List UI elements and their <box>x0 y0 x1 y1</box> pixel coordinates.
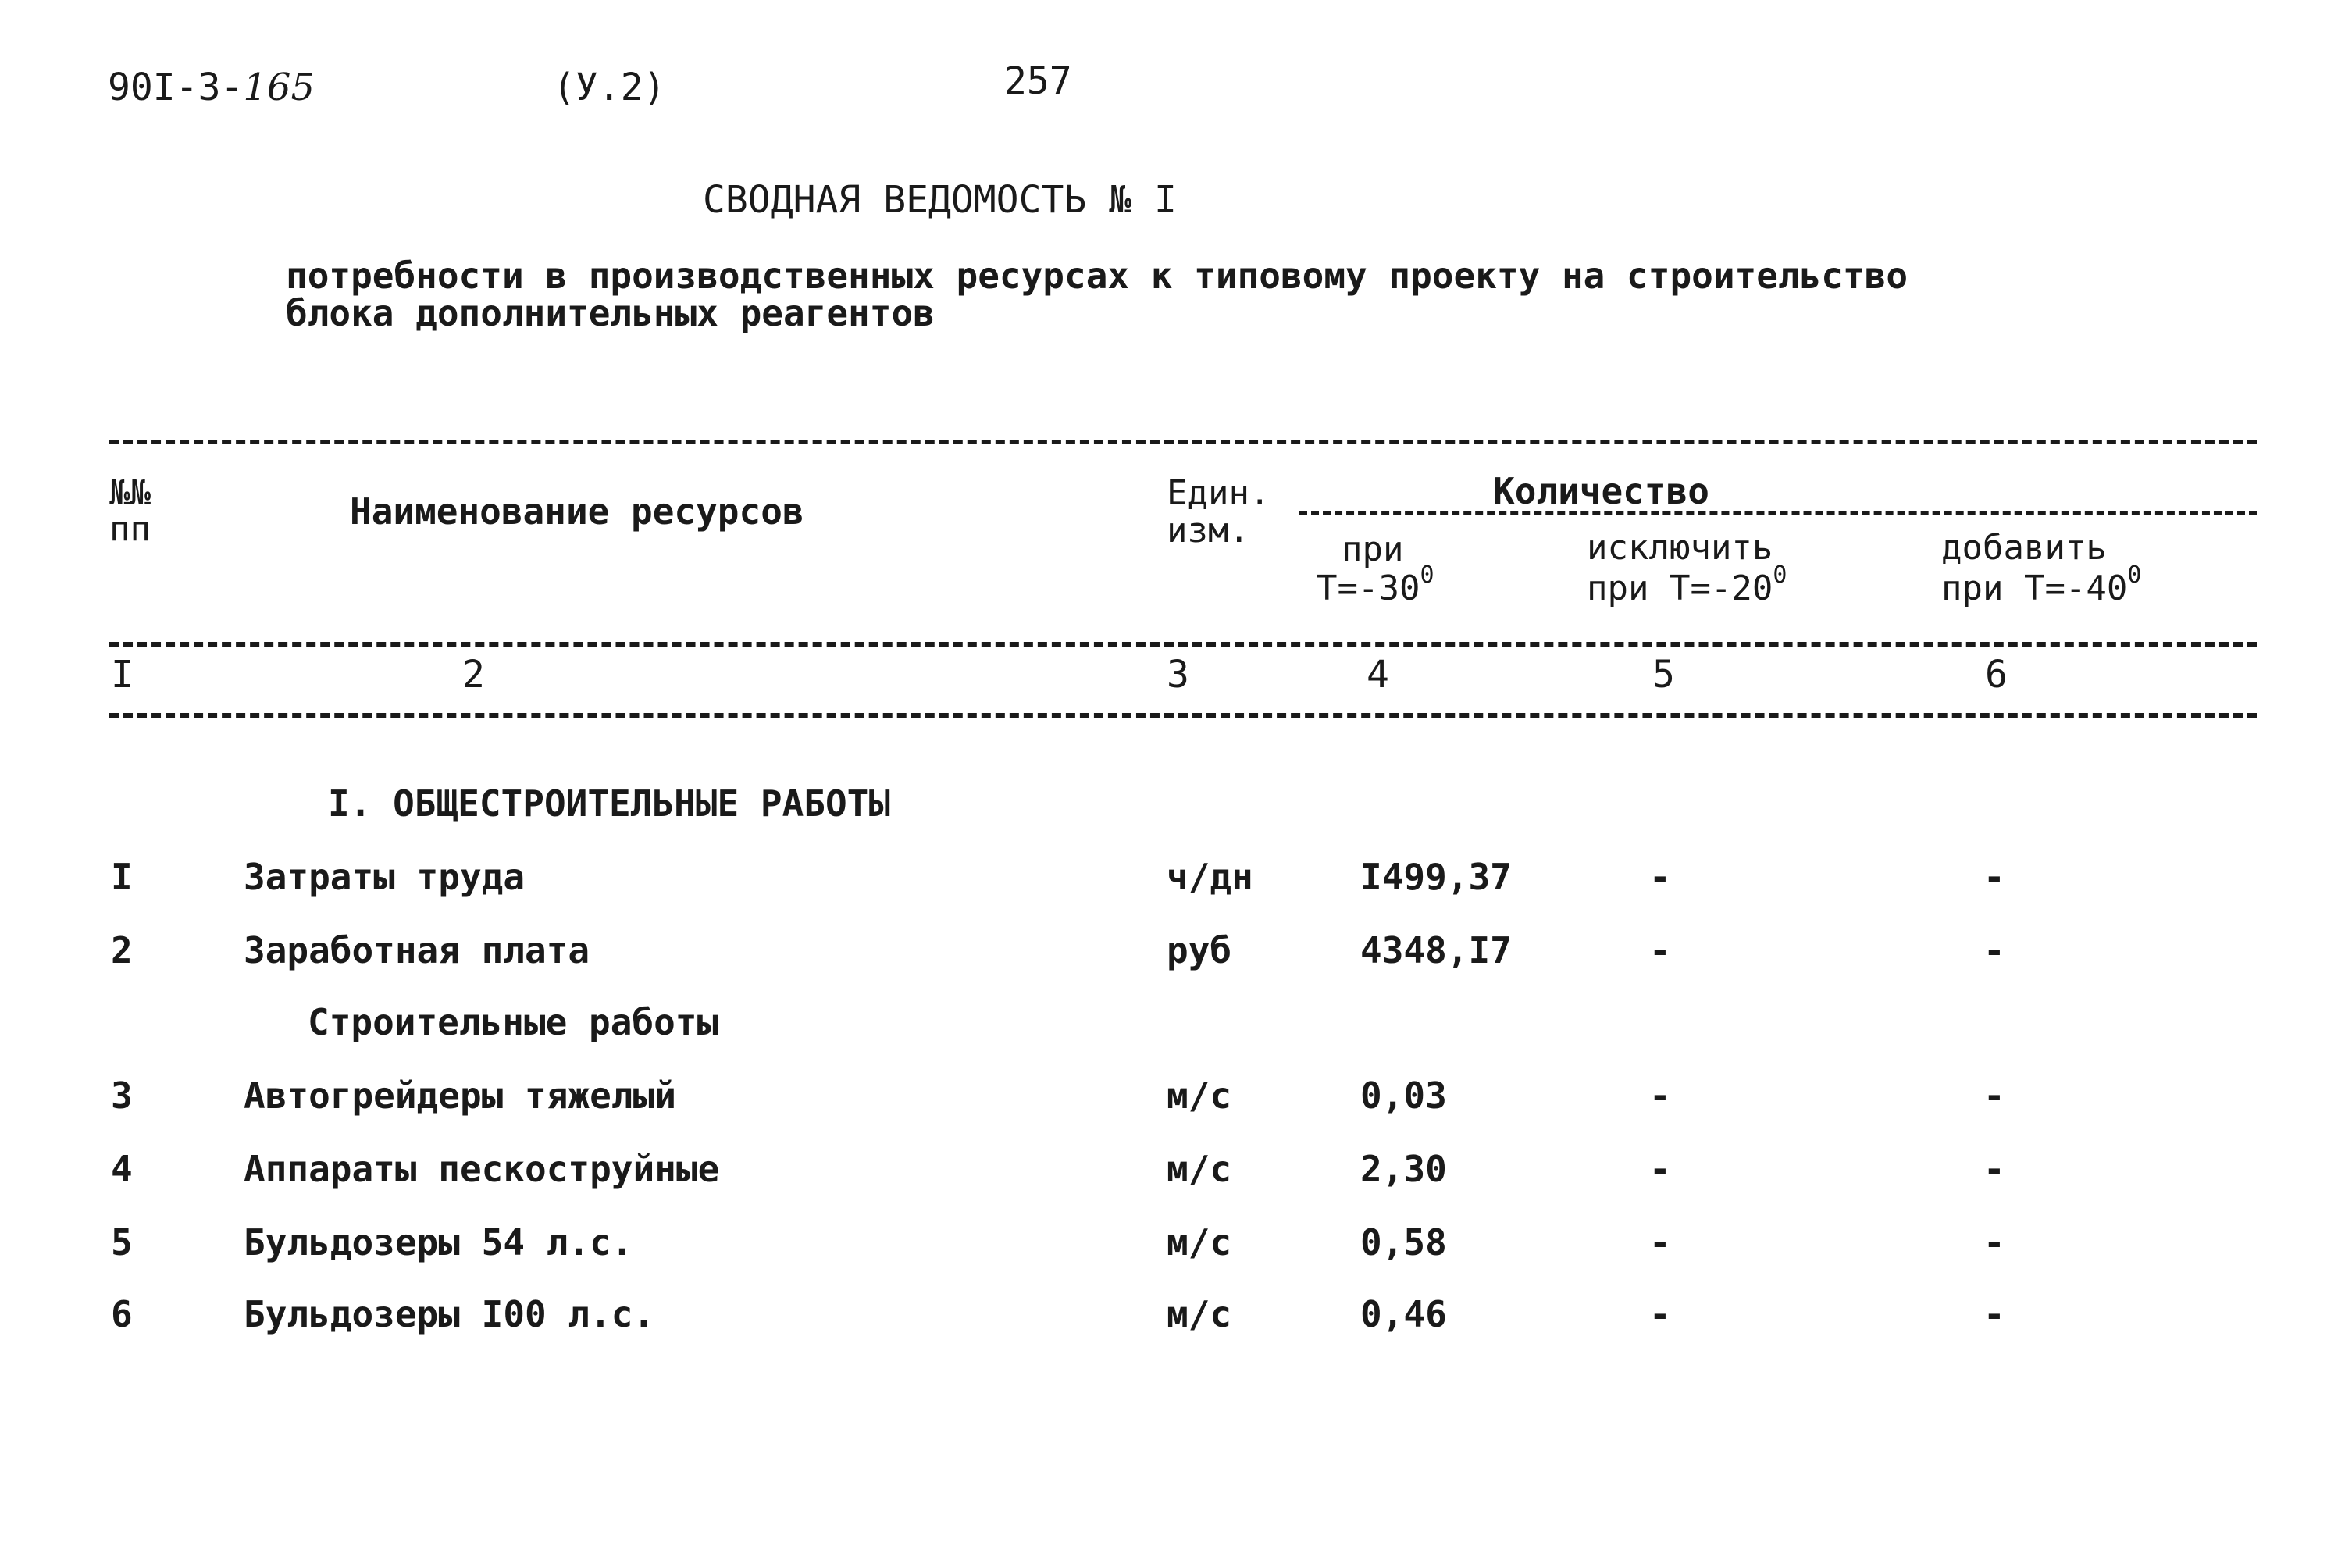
row-quantity-base: 2,30 <box>1360 1148 1447 1190</box>
row-number: I <box>111 856 133 898</box>
row-quantity-exclude: - <box>1649 1221 1671 1263</box>
row-quantity-base: 0,03 <box>1360 1074 1447 1117</box>
header-q2-line-2: при $Т=-20^0$ <box>1587 561 1787 608</box>
column-number-6: 6 <box>1985 653 2008 697</box>
quantity-subheader-rule <box>1299 511 2257 515</box>
table-top-rule <box>109 440 2257 444</box>
header-q1-line-2: $Т=-30^0$ <box>1317 561 1434 608</box>
row-unit: м/с <box>1167 1293 1232 1335</box>
column-number-5: 5 <box>1652 653 1675 697</box>
row-resource-name: Автогрейдеры тяжелый <box>244 1074 676 1117</box>
row-unit: м/с <box>1167 1148 1232 1190</box>
row-number: 2 <box>111 929 133 971</box>
header-num-line-2: пп <box>109 509 151 549</box>
column-number-1: I <box>111 653 134 697</box>
section-title: I. ОБЩЕСТРОИТЕЛЬНЫЕ РАБОТЫ <box>328 782 891 825</box>
row-quantity-add: - <box>1983 929 2005 971</box>
row-quantity-exclude: - <box>1649 1074 1671 1117</box>
header-unit-line-1: Един. <box>1167 473 1270 513</box>
row-quantity-exclude: - <box>1649 1293 1671 1335</box>
header-q3-line-2: при $Т=-40^0$ <box>1941 561 2142 608</box>
row-unit: ч/дн <box>1167 856 1253 898</box>
document-code-handwritten: 165 <box>243 66 315 109</box>
row-unit: м/с <box>1167 1221 1232 1263</box>
header-q3-line-1: добавить <box>1941 528 2107 568</box>
column-numbers-bottom-rule <box>109 713 2257 718</box>
row-number: 5 <box>111 1221 133 1263</box>
page-number: 257 <box>1004 59 1072 103</box>
subtitle-line-2: блока дополнительных реагентов <box>286 292 935 334</box>
row-resource-name: Бульдозеры 54 л.с. <box>244 1221 633 1263</box>
row-quantity-add: - <box>1983 1148 2005 1190</box>
header-unit-line-2: изм. <box>1167 511 1249 551</box>
row-quantity-base: 0,46 <box>1360 1293 1447 1335</box>
column-number-3: 3 <box>1167 653 1189 697</box>
row-quantity-add: - <box>1983 856 2005 898</box>
row-resource-name: Аппараты пескоструйные <box>244 1148 720 1190</box>
row-resource-name: Заработная плата <box>244 929 590 971</box>
row-unit: руб <box>1167 929 1232 971</box>
row-resource-name: Бульдозеры I00 л.с. <box>244 1293 655 1335</box>
row-resource-name: Затраты труда <box>244 856 526 898</box>
column-number-2: 2 <box>462 653 485 697</box>
row-number: 3 <box>111 1074 133 1117</box>
row-quantity-exclude: - <box>1649 1148 1671 1190</box>
subsection-title: Строительные работы <box>308 1001 719 1043</box>
subtitle-line-1: потребности в производственных ресурсах к типовому проекту на строительство <box>286 255 1908 297</box>
header-q2-line-1: исключить <box>1587 528 1773 568</box>
header-quantity: Количество <box>1493 470 1709 512</box>
row-quantity-add: - <box>1983 1074 2005 1117</box>
header-bottom-rule <box>109 642 2257 647</box>
document-code <box>108 66 315 109</box>
row-number: 4 <box>111 1148 133 1190</box>
row-quantity-base: 0,58 <box>1360 1221 1447 1263</box>
row-quantity-base: 4348,I7 <box>1360 929 1512 971</box>
row-unit: м/с <box>1167 1074 1232 1117</box>
page-title: СВОДНАЯ ВЕДОМОСТЬ № I <box>703 178 1177 222</box>
row-number: 6 <box>111 1293 133 1335</box>
document-variant: (У.2) <box>553 66 666 109</box>
row-quantity-add: - <box>1983 1293 2005 1335</box>
header-resource-name: Наименование ресурсов <box>350 490 804 533</box>
header-num-line-1: №№ <box>109 473 151 513</box>
header-q1-line-1: при <box>1342 529 1404 569</box>
document-code-prefix: 90I-3- <box>108 66 244 109</box>
column-number-4: 4 <box>1367 653 1389 697</box>
row-quantity-base: I499,37 <box>1360 856 1512 898</box>
row-quantity-exclude: - <box>1649 856 1671 898</box>
row-quantity-exclude: - <box>1649 929 1671 971</box>
row-quantity-add: - <box>1983 1221 2005 1263</box>
